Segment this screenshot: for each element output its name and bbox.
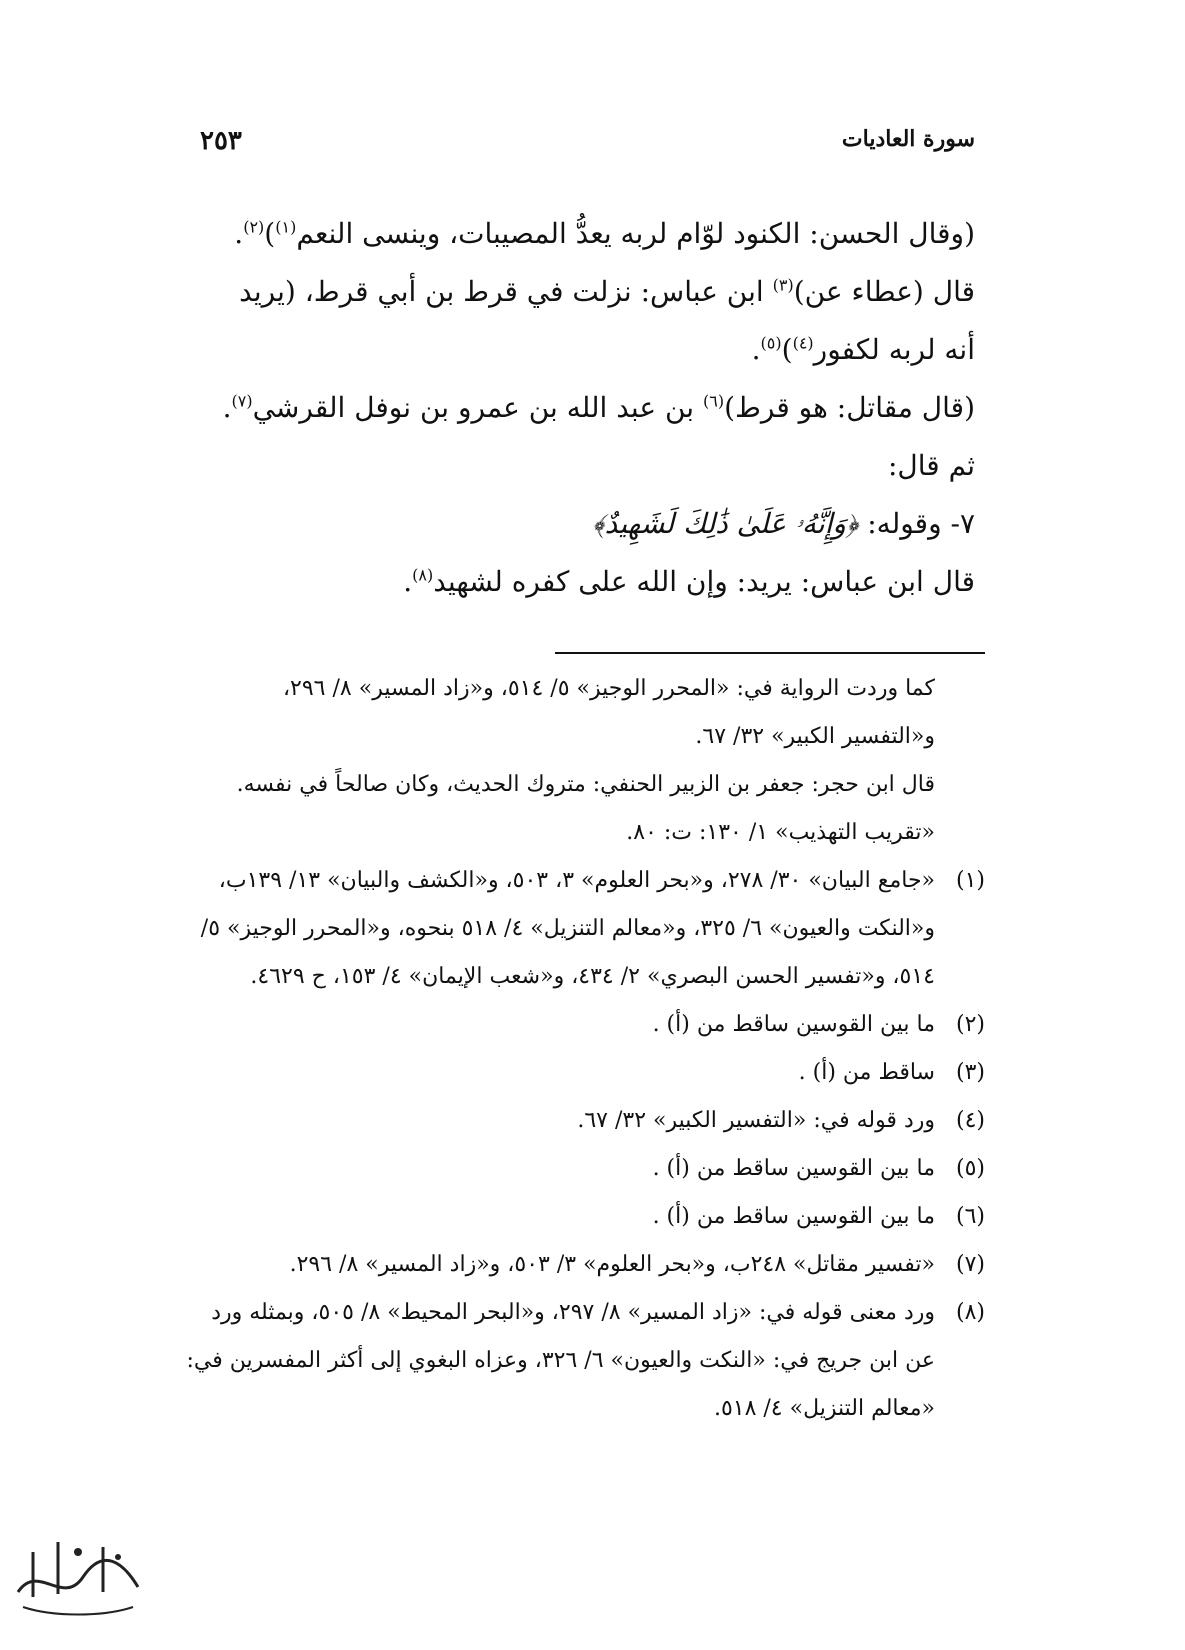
paragraph-2-d: . (751, 333, 761, 366)
quran-verse: ﴿وَإِنَّهُۥ عَلَىٰ ذَٰلِكَ لَشَهِيدٌ﴾ (592, 507, 859, 540)
footnote-text: «تفسير مقاتل» ٢٤٨ب، و«بحر العلوم» ٣/ ٥٠٣، و«زاد المسير» ٨/ ٢٩٦. (289, 1252, 935, 1277)
paragraph-1 (215, 205, 975, 263)
footnote-ref-3: (٣) (772, 275, 794, 295)
paragraph-1-end: . (234, 217, 244, 250)
footnote-number: (٦) (955, 1204, 985, 1229)
paragraph-3-b: بن عبد الله بن عمرو بن نوفل القرشي (252, 391, 703, 424)
footnote-text: ما بين القوسين ساقط من (أ) . (652, 1204, 935, 1229)
paragraph-5 (215, 495, 975, 553)
verse-label: ٧- وقوله: (858, 507, 975, 540)
paragraph-6-a: قال ابن عباس: يريد: وإن الله على كفره لشهيد (433, 565, 975, 598)
footnote-text: ما بين القوسين ساقط من (أ) . (652, 1156, 935, 1181)
paragraph-2-c: ) (781, 333, 793, 366)
footnote-5 (185, 1145, 985, 1193)
footnote-ref-7: (٧) (231, 391, 253, 411)
footnote-ref-6: (٦) (703, 391, 725, 411)
footnote-text: ما بين القوسين ساقط من (أ) . (652, 1012, 935, 1037)
footnote-text: ورد معنى قوله في: «زاد المسير» ٨/ ٢٩٧، و«البحر المحيط» ٨/ ٥٠٥، وبمثله ورد عن ابن جريج في: «النكت والعيون» ٦/ ٣٢٦، وعزاه البغوي إلى أكثر المفسرين في: «معالم التنزيل» ٤/ ٥١٨. (186, 1300, 935, 1421)
paragraph-6 (215, 553, 975, 611)
paragraph-1-mid: ) (264, 217, 276, 250)
footnote-unnumbered-2: قال ابن حجر: جعفر بن الزبير الحنفي: متروك الحديث، وكان صالحاً في نفسه. «تقريب التهذيب» ١/ ١٣٠: ت: ٨٠. (236, 772, 935, 845)
paragraph-3-c: . (222, 391, 232, 424)
footnotes (185, 665, 985, 1433)
footnote-unnumbered-1: كما وردت الرواية في: «المحرر الوجيز» ٥/ ٥١٤، و«زاد المسير» ٨/ ٢٩٦، و«التفسير الكبير» ٣٢/ ٦٧. (282, 676, 935, 749)
footnote-ref-4: (٤) (792, 333, 814, 353)
paragraph-1-text: (وقال الحسن: الكنود لوّام لربه يعدُّ المصيبات، وينسى النعم (296, 217, 975, 250)
footnote-text: «جامع البيان» ٣٠/ ٢٧٨، و«بحر العلوم» ٣، ٥٠٣، و«الكشف والبيان» ١٣/ ١٣٩ب، و«النكت والعيون» ٦/ ٣٢٥، و«معالم التنزيل» ٤/ ٥١٨ بنحوه، و«المحرر الوجيز» ٥/ ٥١٤، و«تفسير الحسن البصري» ٢/ ٤٣٤، و«شعب الإيمان» ٤/ ١٥٣، ح ٤٦٢٩. (200, 868, 935, 989)
footnote-7 (185, 1241, 985, 1289)
footnote-ref-1: (١) (275, 217, 297, 237)
paragraph-2 (215, 263, 975, 379)
page-header (200, 126, 975, 166)
footnote-ref-5: (٥) (760, 333, 782, 353)
footnote-number: (٢) (955, 1012, 985, 1037)
footnote-3 (185, 1049, 985, 1097)
footnote-1 (185, 857, 985, 1001)
footnote-2 (185, 1001, 985, 1049)
running-title: سورة العاديات (841, 126, 975, 152)
footnote-number: (١) (955, 868, 985, 893)
footnote-text: ساقط من (أ) . (798, 1060, 935, 1085)
paragraph-2-b: ابن عباس: نزلت في قرط بن أبي قرط، (يريد أنه لربه لكفور (239, 275, 975, 366)
footnote-number: (٣) (955, 1060, 985, 1085)
paragraph-2-a: قال (عطاء عن) (793, 275, 975, 308)
footnote-ref-2: (٢) (243, 217, 265, 237)
paragraph-6-b: . (403, 565, 413, 598)
paragraph-3 (215, 379, 975, 437)
main-text (215, 205, 975, 611)
footnote-number: (٨) (955, 1300, 985, 1325)
footnote-number: (٤) (955, 1108, 985, 1133)
page-number: ٢٥٣ (200, 126, 242, 156)
paragraph-4: ثم قال: (887, 449, 975, 482)
footnote-number: (٧) (955, 1252, 985, 1277)
footnote-4 (185, 1097, 985, 1145)
footnote-number: (٥) (955, 1156, 985, 1181)
footnote-ref-8: (٨) (412, 565, 434, 585)
footnote-text: ورد قوله في: «التفسير الكبير» ٣٢/ ٦٧. (577, 1108, 935, 1133)
footnote-separator (555, 652, 985, 654)
footnote-8 (185, 1289, 985, 1433)
publisher-logo (8, 1522, 148, 1622)
paragraph-3-a: (قال مقاتل: هو قرط) (724, 391, 975, 424)
footnote-6 (185, 1193, 985, 1241)
